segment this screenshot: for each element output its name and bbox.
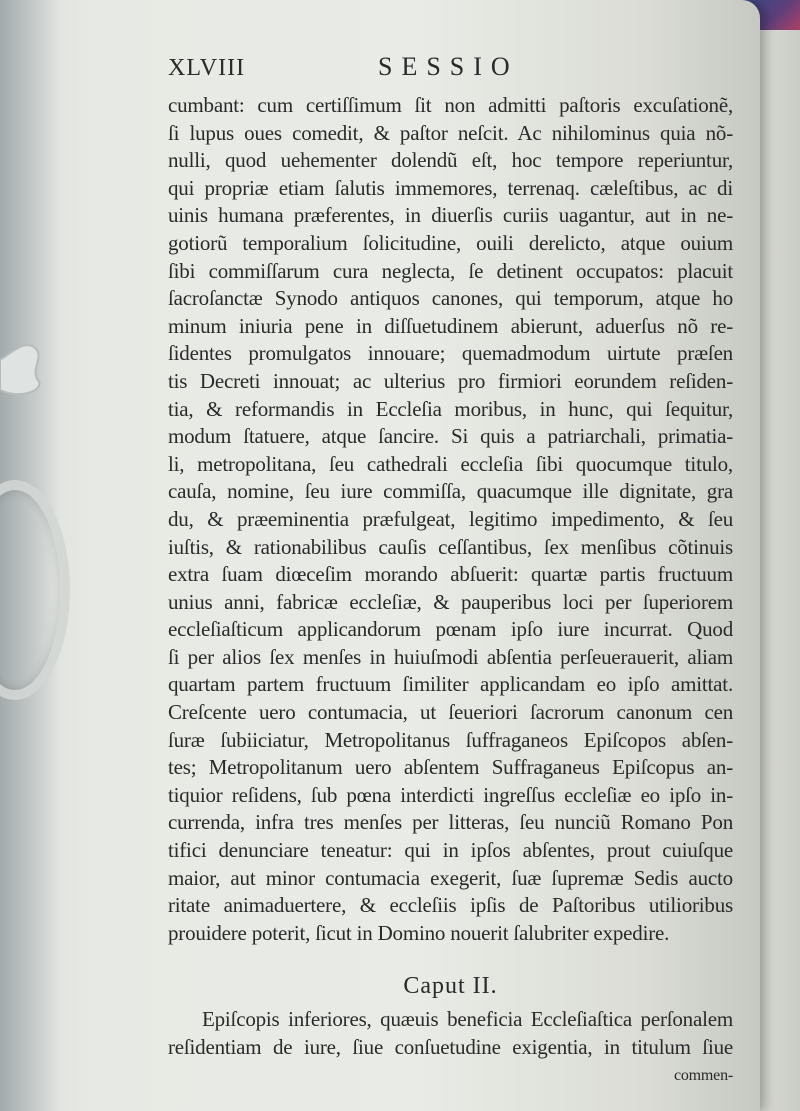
body-text <box>168 92 733 947</box>
folio-number: XLVIII <box>168 55 246 81</box>
text-line: eccleſiaſticum applicandorum pœnam ipſo iure incurrat. Quod <box>168 617 733 642</box>
text-line: unius anni, fabricæ eccleſiæ, & pauperibus loci per ſuperiorem <box>168 589 733 614</box>
running-head <box>168 52 733 92</box>
text-line: qui propriæ etiam ſalutis immemores, terrenaq. cæleſtibus, ac di <box>168 175 733 200</box>
text-line: tiquior reſidens, ſub pœna interdicti ingreſſus eccleſiæ eo ipſo in- <box>168 782 733 807</box>
text-line: tes; Metropolitanum uero abſentem Suffraganeus Epiſcopus an- <box>168 755 733 780</box>
text-line: maior, aut minor contumacia exegerit, ſuæ ſupremæ Sedis aucto <box>168 865 733 890</box>
text-line: li, metropolitana, ſeu cathedrali eccleſia ſibi quocumque titulo, <box>168 451 733 476</box>
catchword: commen- <box>673 1066 733 1084</box>
chapter-text <box>168 1006 733 1089</box>
text-line: ſi per alios ſex menſes in huiuſmodi abſentia perſeuerauerit, aliam <box>168 644 733 669</box>
chapter-heading: Caput II. <box>403 973 498 1000</box>
text-line: currenda, infra tres menſes per litteras, ſeu nunciũ Romano Pon <box>168 810 733 835</box>
text-line: ſidentes promulgatos innouare; quemadmodum uirtute præſen <box>168 341 733 366</box>
text-block <box>168 52 733 1089</box>
text-line: modum ſtatuere, atque ſancire. Si quis a patriarchali, primatia- <box>168 424 733 449</box>
text-line: reſidentiam de iure, ſiue conſuetudine exigentia, in titulum ſiue <box>168 1035 733 1059</box>
text-line: ſacroſanctæ Synodo antiquos canones, qui temporum, atque ho <box>168 286 733 311</box>
text-line: ritate animaduertere, & eccleſiis ipſis de Paſtoribus utilioribus <box>168 893 733 918</box>
text-line: minum iniuria pene in diſſuetudinem abierunt, aduerſus nõ re- <box>168 313 733 338</box>
text-line: gotiorũ temporalium ſolicitudine, ouili derelicto, atque ouium <box>168 230 733 255</box>
text-line: tia, & reformandis in Eccleſia moribus, in hunc, qui ſequitur, <box>168 396 733 421</box>
running-title: SESSIO <box>378 52 519 81</box>
text-line: ſibi commiſſarum cura neglecta, ſe detinent occupatos: placuit <box>168 258 733 283</box>
ribbon-marker <box>0 330 60 420</box>
text-line: ſi lupus oues comedit, & paſtor neſcit. Ac nihilominus quia nõ- <box>168 120 733 145</box>
text-line: cauſa, nomine, ſeu iure commiſſa, quacumque ille dignitate, gra <box>168 479 733 504</box>
text-line: iuſtis, & rationabilibus cauſis ceſſantibus, ſex menſibus cõtinuis <box>168 534 733 559</box>
text-line: quartam partem fructuum ſimiliter applicandam eo ipſo amittat. <box>168 672 733 697</box>
text-line: du, & præeminentia præfulgeat, legitimo impedimento, & ſeu <box>168 506 733 531</box>
text-line: cumbant: cum certiſſimum ſit non admitti paſtoris excuſationẽ, <box>168 93 733 117</box>
text-line: tis Decreti innouat; ac ulterius pro firmiori eorundem reſiden- <box>168 368 733 393</box>
text-line: prouidere poterit, ſicut in Domino nouerit ſalubriter expedire. <box>168 920 670 945</box>
text-line: Epiſcopis inferiores, quæuis beneficia Eccleſiaſtica perſonalem <box>202 1007 733 1032</box>
text-line: tifici denunciare teneatur: qui in ipſos abſentes, prout cuiuſque <box>168 838 733 863</box>
text-line: Creſcente uero contumacia, ut ſeueriori ſacrorum canonum cen <box>168 700 733 725</box>
text-line: ſuræ ſubiiciatur, Metropolitanus ſuffraganeos Epiſcopos abſen- <box>168 727 733 752</box>
text-line: nulli, quod uehementer dolendũ eſt, hoc tempore reperiuntur, <box>168 148 733 173</box>
text-line: uinis humana præferentes, in diuerſis curiis uagantur, aut in ne- <box>168 203 733 228</box>
text-line: extra ſuam diœceſim morando abſuerit: quartæ partis fructuum <box>168 562 733 587</box>
